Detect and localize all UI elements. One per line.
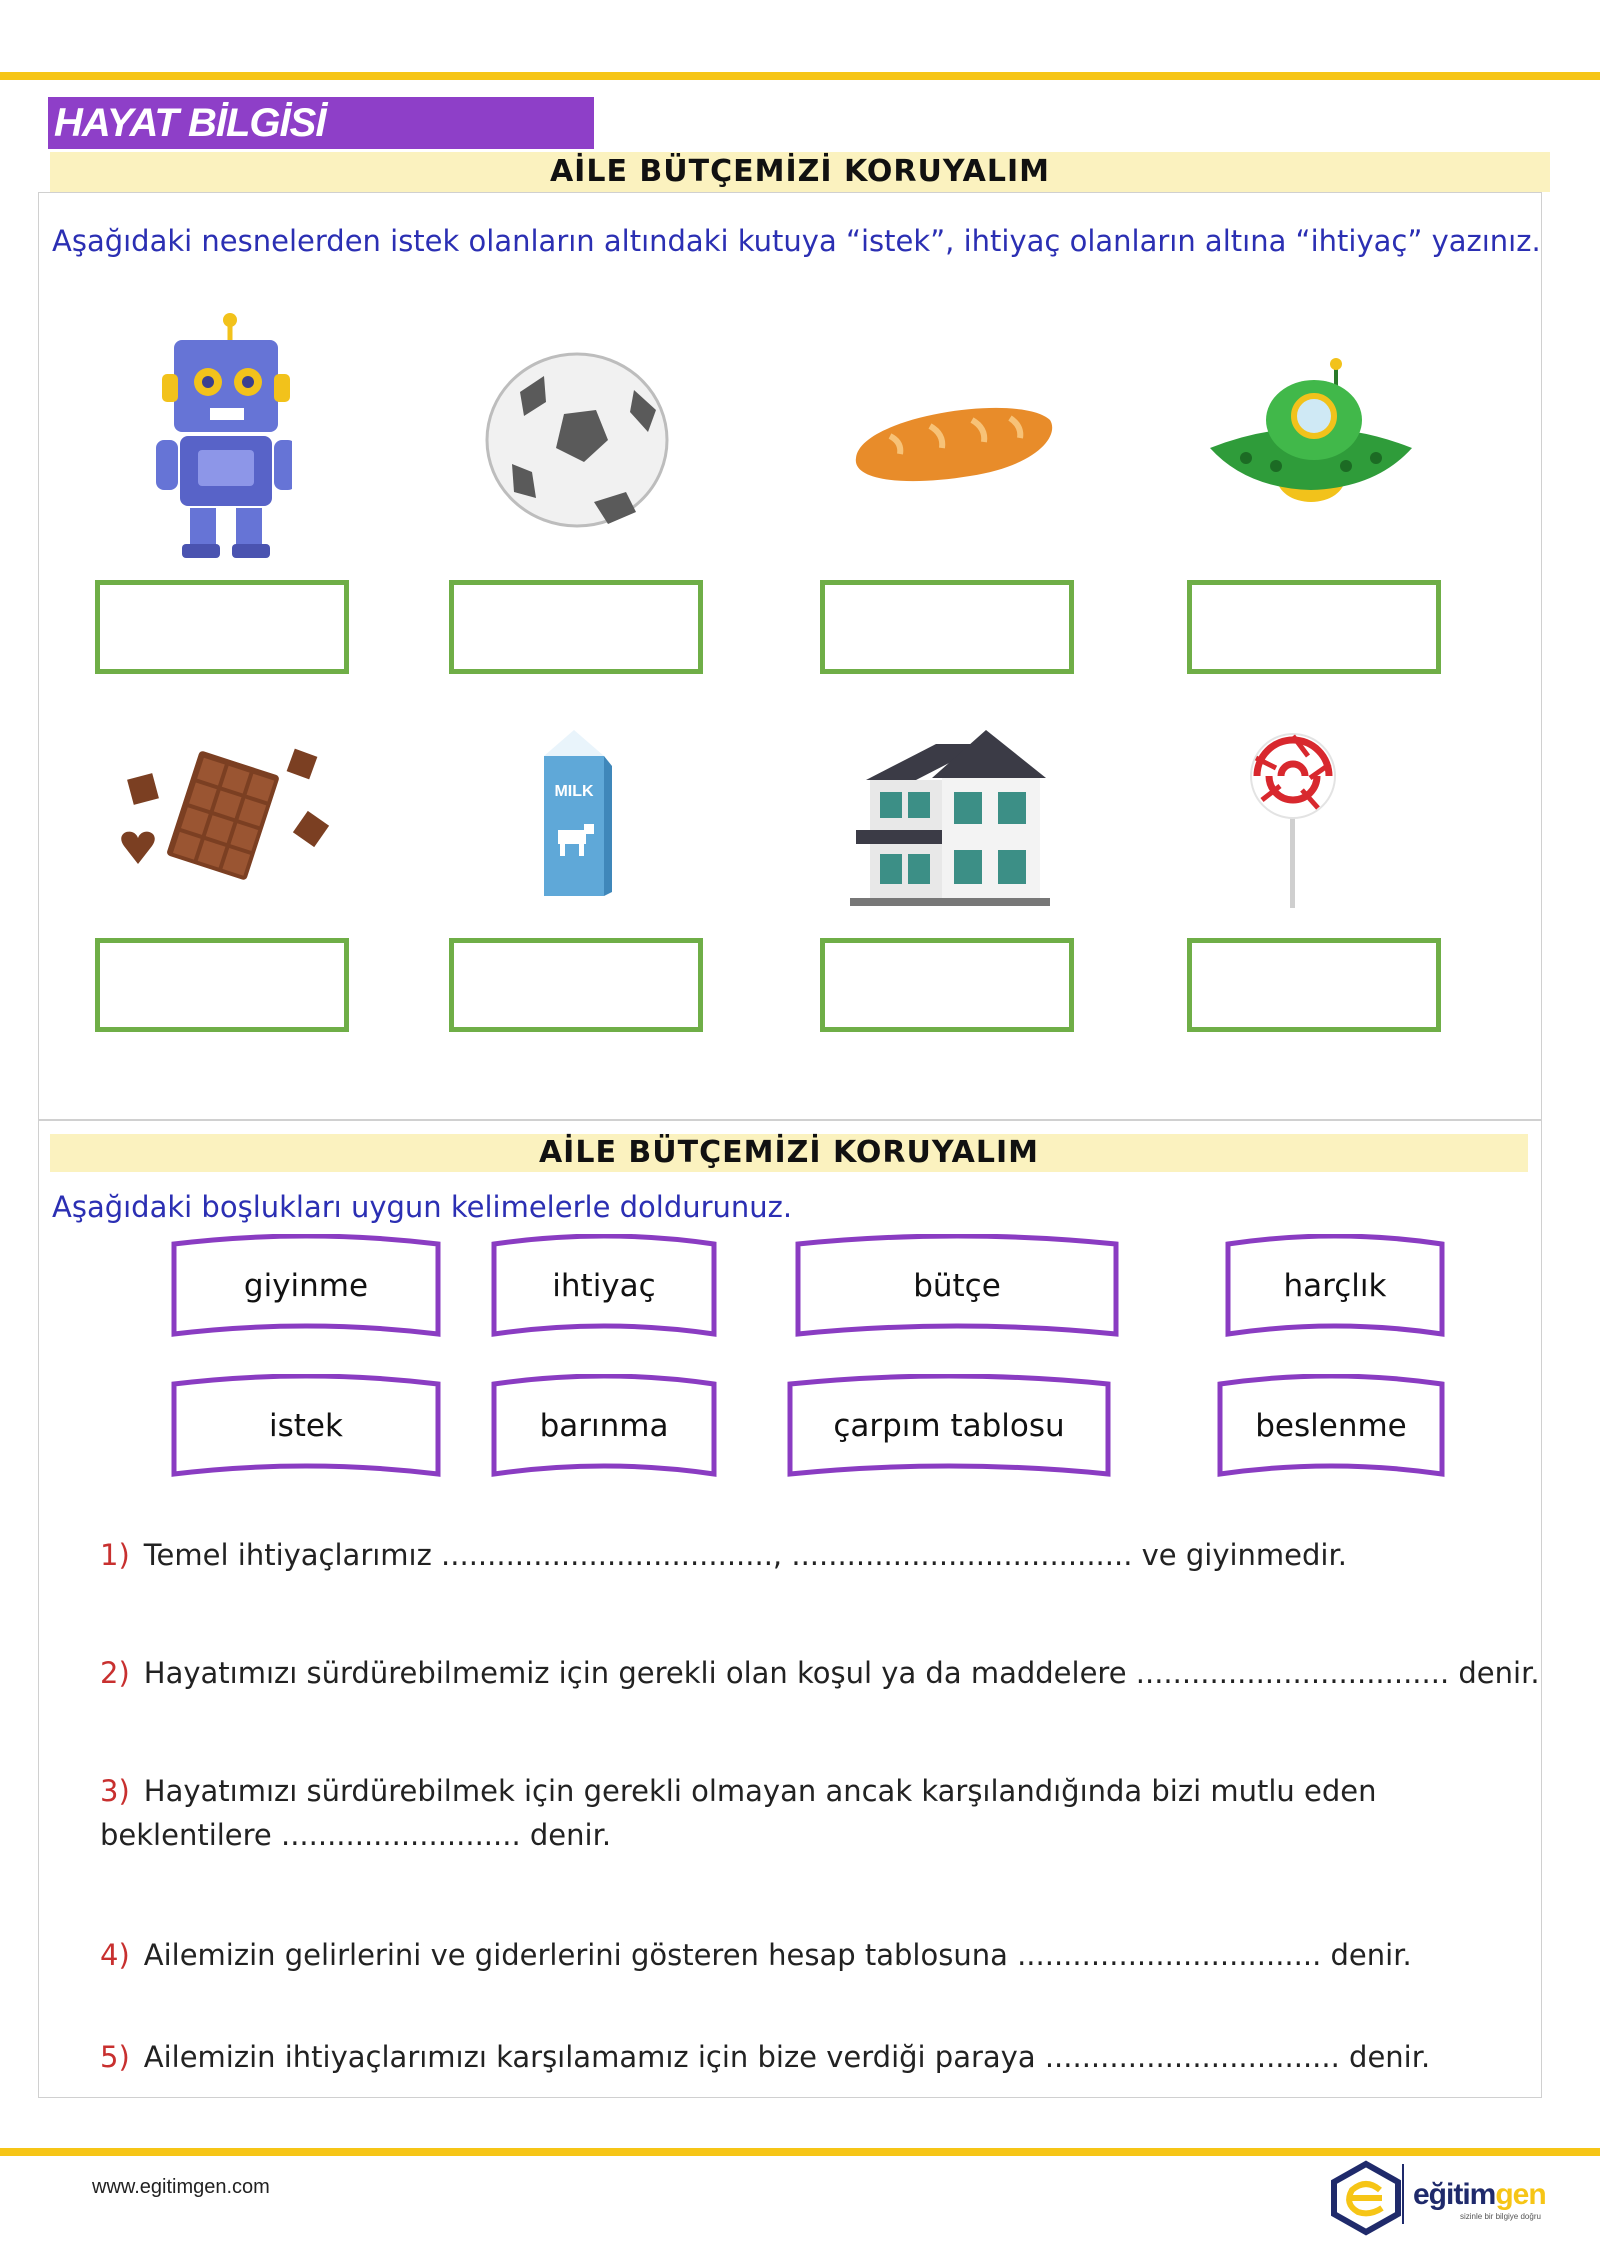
question-text: Hayatımızı sürdürebilmek için gerekli olmayan ancak karşılandığında bizi mutlu eden [143, 1774, 1377, 1808]
question-4 [100, 1938, 1412, 1972]
answer-box-3[interactable] [820, 580, 1074, 674]
word-card-giyinme: giyinme [170, 1234, 442, 1344]
chocolate-icon [112, 746, 338, 884]
word-card-ihtiyac: ihtiyaç [490, 1234, 718, 1344]
question-number: 1) [100, 1538, 130, 1572]
word-card-carpim-tablosu: çarpım tablosu [786, 1374, 1112, 1484]
question-text: Hayatımızı sürdürebilmemiz için gerekli olan koşul ya da maddelere .................................. denir. [143, 1656, 1540, 1690]
milk-carton-icon [534, 726, 614, 906]
answer-box-1[interactable] [95, 580, 349, 674]
word-card-istek: istek [170, 1374, 442, 1484]
question-text: Ailemizin ihtiyaçlarımızı karşılamamız için bize verdiği paraya ................................ denir. [143, 2040, 1431, 2074]
soccer-ball-icon [484, 352, 670, 532]
bottom-accent-line [0, 2148, 1600, 2156]
question-number: 2) [100, 1656, 130, 1690]
question-3 [100, 1774, 1377, 1808]
question-3-continued [100, 1818, 611, 1852]
milk-label: MILK [554, 783, 594, 800]
egitimgen-logo-icon [1328, 2160, 1404, 2240]
question-text: Temel ihtiyaçlarımız ...................................., ..................................... ve giyinmedir. [143, 1538, 1347, 1572]
section-title-2: AİLE BÜTÇEMİZİ KORUYALIM [50, 1134, 1528, 1172]
logo-tagline: sizinle bir bilgiye doğru [1460, 2212, 1541, 2221]
worksheet-title: AİLE BÜTÇEMİZİ KORUYALIM [50, 152, 1550, 192]
instruction-2: Aşağıdaki boşlukları uygun kelimelerle doldurunuz. [52, 1190, 793, 1224]
answer-box-8[interactable] [1187, 938, 1441, 1032]
word-card-barinma: barınma [490, 1374, 718, 1484]
answer-box-6[interactable] [449, 938, 703, 1032]
ufo-toy-icon [1206, 358, 1416, 522]
word-card-harclik: harçlık [1224, 1234, 1446, 1344]
question-1 [100, 1538, 1347, 1572]
bread-icon [850, 396, 1056, 490]
question-number: 5) [100, 2040, 130, 2074]
logo-divider [1402, 2164, 1404, 2224]
question-text: beklentilere .......................... denir. [100, 1818, 612, 1852]
lollipop-icon [1248, 716, 1338, 914]
instruction-1: Aşağıdaki nesnelerden istek olanların altındaki kutuya “istek”, ihtiyaç olanların altına “ihtiyaç” yazınız. [52, 224, 1541, 258]
answer-box-2[interactable] [449, 580, 703, 674]
robot-icon [152, 312, 292, 566]
logo-wordmark: eğitimgen [1413, 2178, 1546, 2211]
word-card-beslenme: beslenme [1216, 1374, 1446, 1484]
house-icon [846, 720, 1052, 914]
question-number: 4) [100, 1938, 130, 1972]
answer-box-4[interactable] [1187, 580, 1441, 674]
question-2 [100, 1656, 1540, 1690]
subject-label: HAYAT BİLGİSİ [48, 97, 594, 149]
question-5 [100, 2040, 1430, 2074]
question-text: Ailemizin gelirlerini ve giderlerini gösteren hesap tablosuna ................................. denir. [143, 1938, 1412, 1972]
footer-url[interactable]: www.egitimgen.com [92, 2176, 270, 2198]
word-card-butce: bütçe [794, 1234, 1120, 1344]
top-accent-line [0, 72, 1600, 80]
question-number: 3) [100, 1774, 130, 1808]
answer-box-5[interactable] [95, 938, 349, 1032]
answer-box-7[interactable] [820, 938, 1074, 1032]
